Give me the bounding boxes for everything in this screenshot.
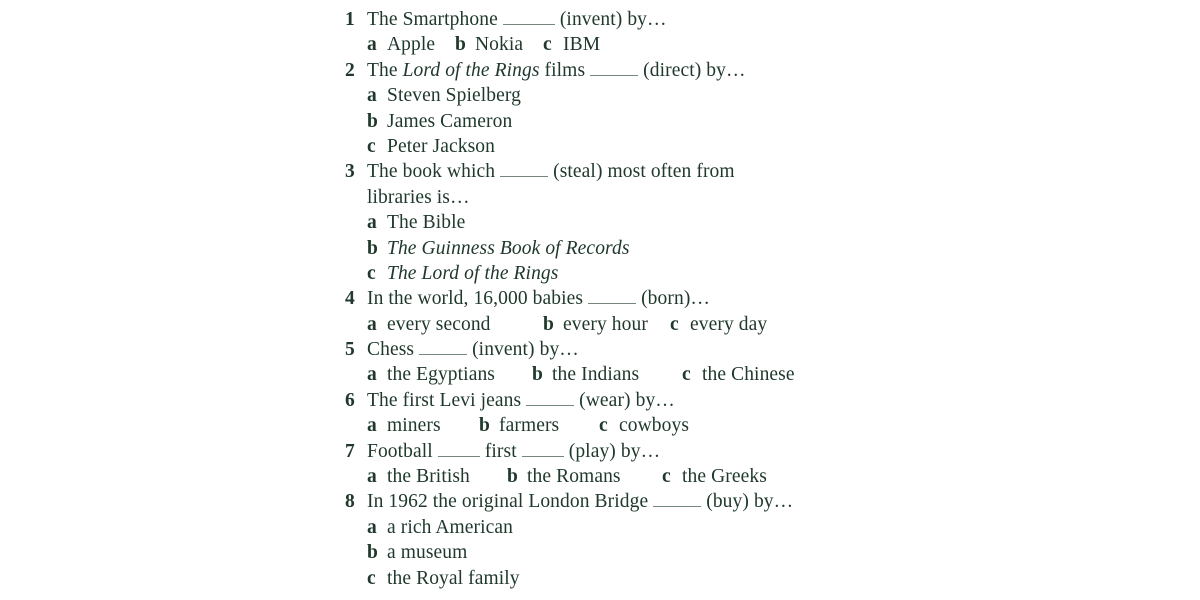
option-label: the Egyptians xyxy=(387,364,495,386)
option-label: miners xyxy=(387,415,441,437)
question-number: 2 xyxy=(345,59,355,81)
option-letter: c xyxy=(367,135,376,157)
question-stem xyxy=(367,337,845,362)
option-letter: a xyxy=(367,85,377,107)
options-inline xyxy=(367,464,845,489)
option-letter: c xyxy=(367,262,376,284)
question-number: 5 xyxy=(345,339,355,361)
option-label: Apple xyxy=(387,34,436,56)
option-letter: b xyxy=(455,34,466,56)
option-item xyxy=(345,210,845,235)
option-label: the British xyxy=(387,466,470,488)
stem-text-italic: Lord of the Rings xyxy=(402,59,540,81)
option-letter: c xyxy=(367,567,376,589)
option-item xyxy=(345,515,845,540)
options-inline xyxy=(367,32,845,57)
question-item xyxy=(345,489,845,514)
option-label: every day xyxy=(690,313,768,335)
option-label: cowboys xyxy=(619,415,690,437)
option-item xyxy=(682,362,795,387)
question-stem xyxy=(367,7,845,32)
stem-text: The Smartphone xyxy=(367,9,498,30)
option-label: a rich American xyxy=(387,516,514,538)
stem-text: Football xyxy=(367,440,433,462)
answer-blank xyxy=(503,22,555,25)
option-letter: b xyxy=(543,313,554,335)
option-item xyxy=(599,413,689,438)
option-item xyxy=(455,32,543,57)
option-item xyxy=(345,566,845,591)
option-letter: a xyxy=(367,364,377,386)
question-item xyxy=(345,439,845,464)
option-item xyxy=(543,32,600,57)
stem-text: In the world, 16,000 babies xyxy=(367,288,584,310)
question-number: 7 xyxy=(345,440,355,462)
options-inline xyxy=(367,312,845,337)
stem-text: The first Levi jeans xyxy=(367,389,522,411)
option-item xyxy=(367,312,543,337)
stem-text: In 1962 the original London Bridge xyxy=(367,491,649,513)
stem-text: (invent) by… xyxy=(472,339,579,361)
options-row xyxy=(345,362,845,387)
option-letter: a xyxy=(367,34,377,56)
question-item xyxy=(345,388,845,413)
option-item xyxy=(367,413,479,438)
question-stem-continuation xyxy=(345,185,845,210)
option-item xyxy=(662,464,767,489)
question-number: 8 xyxy=(345,491,355,513)
stem-text: libraries is… xyxy=(367,186,470,208)
option-item xyxy=(543,312,670,337)
option-letter: c xyxy=(599,415,608,437)
stem-text: first xyxy=(484,440,517,462)
option-label: The Lord of the Rings xyxy=(387,262,559,284)
option-letter: b xyxy=(532,364,543,386)
option-label: Steven Spielberg xyxy=(387,85,521,107)
option-letter: a xyxy=(367,212,377,234)
options-row xyxy=(345,413,845,438)
option-letter: a xyxy=(367,516,377,538)
stem-text: (direct) by… xyxy=(643,59,746,81)
option-label: the Romans xyxy=(527,466,621,488)
question-stem xyxy=(367,58,845,83)
answer-blank xyxy=(438,454,480,457)
stem-text: (wear) by… xyxy=(579,389,675,411)
stem-text: (buy) by… xyxy=(706,491,794,513)
option-letter: b xyxy=(479,415,490,437)
option-item xyxy=(345,134,845,159)
option-item xyxy=(367,362,532,387)
answer-blank xyxy=(500,174,548,177)
stem-text: films xyxy=(544,59,586,81)
option-label: James Cameron xyxy=(387,110,513,132)
option-label: Peter Jackson xyxy=(387,135,495,157)
option-item xyxy=(507,464,662,489)
answer-blank xyxy=(590,73,638,76)
option-letter: a xyxy=(367,415,377,437)
stem-text: (born)… xyxy=(641,288,711,310)
option-item xyxy=(367,464,507,489)
option-item xyxy=(670,312,767,337)
question-number: 6 xyxy=(345,389,355,411)
options-inline xyxy=(367,362,845,387)
option-label: a museum xyxy=(387,542,468,564)
answer-blank xyxy=(653,504,701,507)
question-item xyxy=(345,159,845,184)
stem-text: The xyxy=(367,59,398,81)
question-stem xyxy=(367,159,845,184)
answer-blank xyxy=(588,301,636,304)
option-label: The Guinness Book of Records xyxy=(387,237,630,259)
option-label: Nokia xyxy=(475,34,524,56)
option-item xyxy=(345,261,845,286)
option-letter: c xyxy=(670,313,679,335)
answer-blank xyxy=(526,403,574,406)
question-item xyxy=(345,58,845,83)
option-letter: b xyxy=(367,110,378,132)
stem-text: Chess xyxy=(367,339,415,361)
stem-text: (invent) by… xyxy=(559,9,667,30)
option-letter: c xyxy=(682,364,691,386)
question-number: 3 xyxy=(345,161,355,183)
question-stem xyxy=(367,439,845,464)
question-item xyxy=(345,337,845,362)
stem-text: (steal) most often from xyxy=(553,161,735,183)
option-item xyxy=(345,109,845,134)
question-stem xyxy=(367,286,845,311)
question-number: 1 xyxy=(345,9,355,30)
option-letter: c xyxy=(543,34,552,56)
option-label: IBM xyxy=(563,34,601,56)
stem-text: The book which xyxy=(367,161,496,183)
option-label: farmers xyxy=(499,415,560,437)
options-row xyxy=(345,32,845,57)
options-row xyxy=(345,464,845,489)
option-label: the Royal family xyxy=(387,567,520,589)
option-label: the Greeks xyxy=(682,466,767,488)
option-label: every second xyxy=(387,313,491,335)
option-letter: b xyxy=(367,237,378,259)
options-inline xyxy=(367,413,845,438)
stem-text: (play) by… xyxy=(568,440,661,462)
question-stem xyxy=(367,489,845,514)
question-number: 4 xyxy=(345,288,355,310)
option-item xyxy=(345,83,845,108)
option-label: the Chinese xyxy=(702,364,795,386)
option-letter: b xyxy=(367,542,378,564)
option-item xyxy=(345,236,845,261)
option-letter: b xyxy=(507,466,518,488)
option-item xyxy=(345,540,845,565)
answer-blank xyxy=(419,352,467,355)
question-item xyxy=(345,286,845,311)
question-item xyxy=(345,7,845,32)
option-letter: c xyxy=(662,466,671,488)
option-item xyxy=(479,413,599,438)
option-item xyxy=(367,32,455,57)
option-label: the Indians xyxy=(552,364,640,386)
option-letter: a xyxy=(367,466,377,488)
quiz-question-list xyxy=(345,7,845,591)
option-letter: a xyxy=(367,313,377,335)
answer-blank xyxy=(522,454,564,457)
option-label: The Bible xyxy=(387,212,466,234)
question-stem xyxy=(367,388,845,413)
option-label: every hour xyxy=(563,313,648,335)
option-item xyxy=(532,362,682,387)
options-row xyxy=(345,312,845,337)
